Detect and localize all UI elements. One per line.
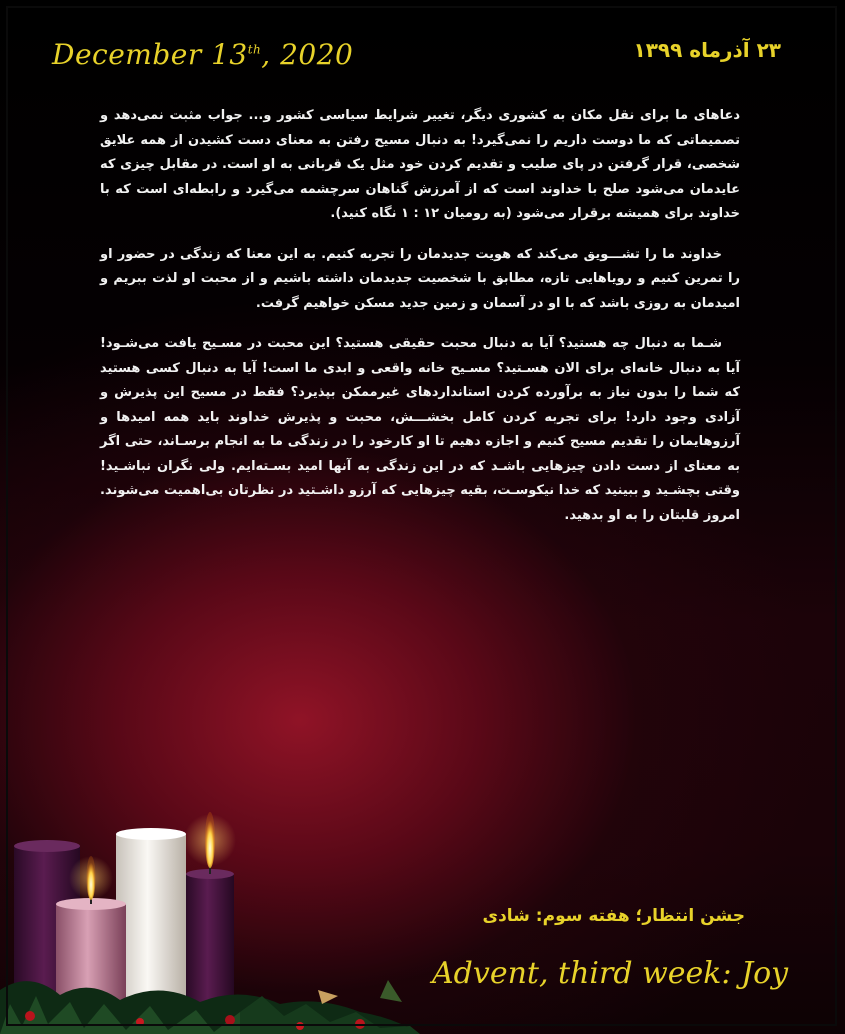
english-date: [52, 38, 353, 71]
english-date-year: , 2020: [261, 38, 354, 71]
paragraph-3: شـما به دنبال چه هستید؟ آیا به دنبال محبت حقیقی هستید؟ این محبت در مسـیح یافت می‌شـود! آیا به دنبال خانه‌ای برای الان هسـتید؟ مسـیح خانه واقعی و ابدی ما است! آیا به دنبال کسی هستید که شما را بدون نیاز به برآورده کردن استانداردهای غیرممکن بپذیرد؟ فقط در مسیح این پذیرش و آزادی وجود دارد! برای تجربه کردن کامل بخشـــش، محبت و پذیرش خداوند باید همه امیدها و آرزوهایمان را تقدیم مسیح کنیم و اجازه دهیم تا او کارخود را در زندگی ما به انجام برسـاند، حتی اگر به معنای از دست دادن چیزهایی باشـد که در این زندگی به آنها امید بسـته‌ایم. ولی نگران نباشـید! وقتی بچشـید و ببینید که خدا نیکوسـت، بقیه چیزهایی که آرزو داشـتید در نظرتان بی‌اهمیت می‌شوند. امروز قلبتان را به او بدهید.: [100, 336, 740, 523]
english-title: Advent, third week: Joy: [432, 956, 789, 991]
persian-title: جشن انتظار؛ هفته سوم: شادی: [482, 906, 745, 926]
paragraph-2: خداوند ما را تشـــویق می‌کند که هویت جدیدمان را تجربه کنیم. به این معنا که زندگی در حضور او را تمرین کنیم و رویاهایی تازه، مطابق با شخصیت جدیدمان داشته باشیم و از محبت او لذت ببریم و امیدمان به روزی باشد که با او در آسمان و زمین جدید مسکن خواهیم گرفت.: [100, 246, 740, 311]
purple-candle-right: [184, 812, 236, 1014]
white-candle: [116, 828, 186, 1004]
english-date-suffix: th: [247, 42, 262, 57]
paragraph-1: دعاهای ما برای نقل مکان به کشوری دیگر، تغییر شرایط سیاسی کشور و... جواب مثبت نمی‌دهد و تصمیماتی که ما دوست داریم را نمی‌گیرد! به دنبال مسیح رفتن به معنای دست کشیدن از همه علایق شخصی، قرار گرفتن در پای صلیب و تقدیم کردن خود مثل یک قربانی به او است. در مقابل چیزی که عایدمان می‌شود صلح با خداوند است که از آمرزش گناهان سرچشمه می‌گیرد و رابطه‌ای است که با خداوند برای همیشه برقرار می‌شود (به رومیان ۱۲ : ۱ نگاه کنید).: [100, 108, 740, 221]
english-date-day: December 13: [52, 38, 248, 71]
persian-date: ۲۳ آذرماه ۱۳۹۹: [633, 38, 781, 62]
devotional-body: [100, 104, 740, 544]
advent-candles-illustration: [0, 790, 420, 1034]
